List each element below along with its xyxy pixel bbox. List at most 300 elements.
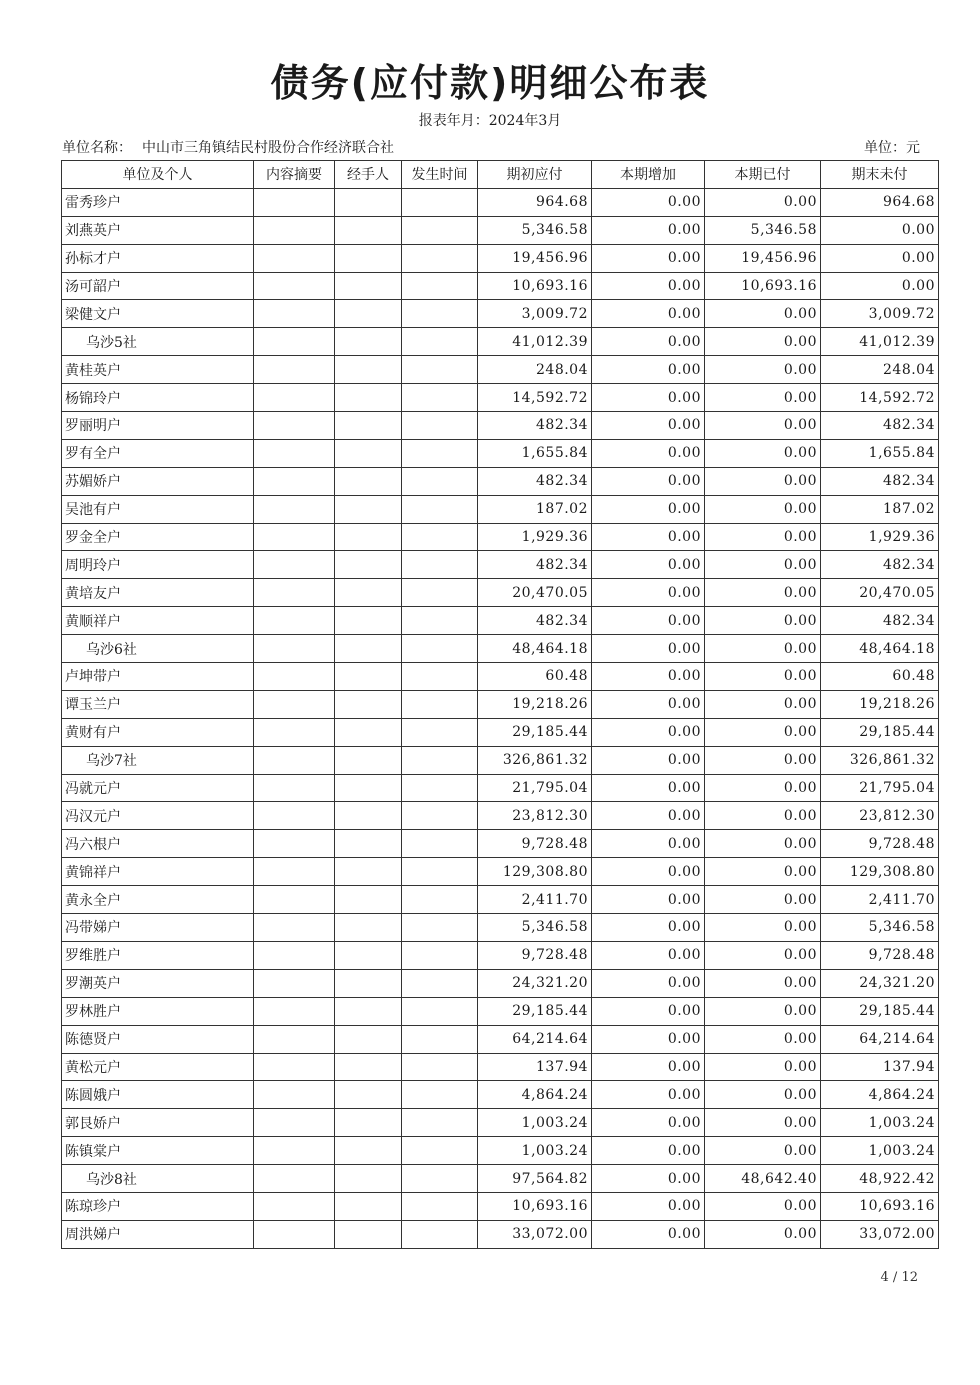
table-row	[62, 384, 939, 412]
handler-cell	[335, 663, 402, 691]
table-row	[62, 300, 939, 328]
opening-amount-cell: 10,693.16	[478, 272, 592, 300]
date-cell	[402, 774, 478, 802]
paid-amount-cell: 0.00	[705, 830, 821, 858]
handler-cell	[335, 718, 402, 746]
increase-amount-cell: 0.00	[592, 1165, 705, 1193]
handler-cell	[335, 1165, 402, 1193]
paid-amount-cell: 0.00	[705, 746, 821, 774]
paid-amount-cell: 0.00	[705, 1137, 821, 1165]
increase-amount-cell: 0.00	[592, 1109, 705, 1137]
table-header-row	[62, 161, 939, 189]
date-cell	[402, 969, 478, 997]
name-cell: 罗有全户	[62, 439, 254, 467]
increase-amount-cell: 0.00	[592, 1192, 705, 1220]
paid-amount-cell: 0.00	[705, 1220, 821, 1248]
paid-amount-cell: 0.00	[705, 1053, 821, 1081]
summary-cell	[254, 412, 335, 440]
handler-cell	[335, 997, 402, 1025]
date-cell	[402, 384, 478, 412]
closing-amount-cell: 2,411.70	[821, 886, 939, 914]
closing-amount-cell: 482.34	[821, 467, 939, 495]
opening-amount-cell: 5,346.58	[478, 216, 592, 244]
handler-cell	[335, 830, 402, 858]
name-cell: 冯汉元户	[62, 802, 254, 830]
opening-amount-cell: 248.04	[478, 356, 592, 384]
table-row	[62, 1109, 939, 1137]
increase-amount-cell: 0.00	[592, 216, 705, 244]
summary-cell	[254, 467, 335, 495]
handler-cell	[335, 551, 402, 579]
closing-amount-cell: 248.04	[821, 356, 939, 384]
handler-cell	[335, 467, 402, 495]
closing-amount-cell: 4,864.24	[821, 1081, 939, 1109]
table-body	[62, 188, 939, 1248]
opening-amount-cell: 326,861.32	[478, 746, 592, 774]
handler-cell	[335, 914, 402, 942]
table-row	[62, 718, 939, 746]
summary-cell	[254, 1192, 335, 1220]
summary-cell	[254, 607, 335, 635]
date-cell	[402, 216, 478, 244]
summary-cell	[254, 551, 335, 579]
increase-amount-cell: 0.00	[592, 244, 705, 272]
closing-amount-cell: 3,009.72	[821, 300, 939, 328]
table-row	[62, 830, 939, 858]
table-row	[62, 439, 939, 467]
column-header-date: 发生时间	[402, 161, 478, 189]
summary-cell	[254, 1165, 335, 1193]
table-row	[62, 216, 939, 244]
paid-amount-cell: 0.00	[705, 997, 821, 1025]
opening-amount-cell: 2,411.70	[478, 886, 592, 914]
column-header-handler: 经手人	[335, 161, 402, 189]
paid-amount-cell: 0.00	[705, 718, 821, 746]
name-cell: 冯六根户	[62, 830, 254, 858]
increase-amount-cell: 0.00	[592, 690, 705, 718]
column-header-paid: 本期已付	[705, 161, 821, 189]
summary-cell	[254, 356, 335, 384]
paid-amount-cell: 0.00	[705, 579, 821, 607]
table-row	[62, 997, 939, 1025]
table-row	[62, 467, 939, 495]
opening-amount-cell: 5,346.58	[478, 914, 592, 942]
name-cell: 郭艮娇户	[62, 1109, 254, 1137]
summary-cell	[254, 523, 335, 551]
closing-amount-cell: 64,214.64	[821, 1025, 939, 1053]
name-cell: 乌沙8社	[62, 1165, 254, 1193]
opening-amount-cell: 41,012.39	[478, 328, 592, 356]
opening-amount-cell: 97,564.82	[478, 1165, 592, 1193]
handler-cell	[335, 412, 402, 440]
table-row	[62, 523, 939, 551]
closing-amount-cell: 41,012.39	[821, 328, 939, 356]
increase-amount-cell: 0.00	[592, 663, 705, 691]
handler-cell	[335, 1137, 402, 1165]
paid-amount-cell: 0.00	[705, 439, 821, 467]
name-cell: 孙标才户	[62, 244, 254, 272]
opening-amount-cell: 24,321.20	[478, 969, 592, 997]
handler-cell	[335, 272, 402, 300]
summary-cell	[254, 997, 335, 1025]
handler-cell	[335, 1081, 402, 1109]
summary-cell	[254, 969, 335, 997]
handler-cell	[335, 635, 402, 663]
date-cell	[402, 858, 478, 886]
table-row	[62, 969, 939, 997]
handler-cell	[335, 607, 402, 635]
opening-amount-cell: 21,795.04	[478, 774, 592, 802]
closing-amount-cell: 19,218.26	[821, 690, 939, 718]
date-cell	[402, 1025, 478, 1053]
summary-cell	[254, 663, 335, 691]
name-cell: 乌沙5社	[62, 328, 254, 356]
increase-amount-cell: 0.00	[592, 300, 705, 328]
closing-amount-cell: 1,929.36	[821, 523, 939, 551]
increase-amount-cell: 0.00	[592, 188, 705, 216]
name-cell: 冯就元户	[62, 774, 254, 802]
increase-amount-cell: 0.00	[592, 356, 705, 384]
table-row	[62, 690, 939, 718]
opening-amount-cell: 1,003.24	[478, 1109, 592, 1137]
handler-cell	[335, 1053, 402, 1081]
handler-cell	[335, 495, 402, 523]
handler-cell	[335, 802, 402, 830]
date-cell	[402, 914, 478, 942]
paid-amount-cell: 0.00	[705, 412, 821, 440]
date-cell	[402, 1081, 478, 1109]
opening-amount-cell: 187.02	[478, 495, 592, 523]
closing-amount-cell: 1,655.84	[821, 439, 939, 467]
paid-amount-cell: 0.00	[705, 467, 821, 495]
name-cell: 苏媚娇户	[62, 467, 254, 495]
name-cell: 黄锦祥户	[62, 858, 254, 886]
closing-amount-cell: 964.68	[821, 188, 939, 216]
increase-amount-cell: 0.00	[592, 439, 705, 467]
name-cell: 罗潮英户	[62, 969, 254, 997]
date-cell	[402, 830, 478, 858]
paid-amount-cell: 0.00	[705, 300, 821, 328]
increase-amount-cell: 0.00	[592, 914, 705, 942]
closing-amount-cell: 0.00	[821, 272, 939, 300]
summary-cell	[254, 746, 335, 774]
opening-amount-cell: 1,003.24	[478, 1137, 592, 1165]
table-row	[62, 412, 939, 440]
table-row	[62, 607, 939, 635]
table-row	[62, 1137, 939, 1165]
column-header-opening: 期初应付	[478, 161, 592, 189]
opening-amount-cell: 1,655.84	[478, 439, 592, 467]
handler-cell	[335, 1025, 402, 1053]
opening-amount-cell: 482.34	[478, 412, 592, 440]
increase-amount-cell: 0.00	[592, 746, 705, 774]
table-row	[62, 272, 939, 300]
paid-amount-cell: 0.00	[705, 328, 821, 356]
date-cell	[402, 188, 478, 216]
closing-amount-cell: 9,728.48	[821, 941, 939, 969]
table-row	[62, 941, 939, 969]
increase-amount-cell: 0.00	[592, 1053, 705, 1081]
group-row	[62, 328, 939, 356]
paid-amount-cell: 0.00	[705, 886, 821, 914]
name-cell: 乌沙7社	[62, 746, 254, 774]
date-cell	[402, 663, 478, 691]
paid-amount-cell: 0.00	[705, 607, 821, 635]
closing-amount-cell: 1,003.24	[821, 1137, 939, 1165]
closing-amount-cell: 10,693.16	[821, 1192, 939, 1220]
closing-amount-cell: 137.94	[821, 1053, 939, 1081]
summary-cell	[254, 244, 335, 272]
handler-cell	[335, 244, 402, 272]
closing-amount-cell: 29,185.44	[821, 718, 939, 746]
increase-amount-cell: 0.00	[592, 412, 705, 440]
name-cell: 陈琼珍户	[62, 1192, 254, 1220]
paid-amount-cell: 0.00	[705, 663, 821, 691]
paid-amount-cell: 0.00	[705, 1109, 821, 1137]
name-cell: 黄财有户	[62, 718, 254, 746]
opening-amount-cell: 23,812.30	[478, 802, 592, 830]
paid-amount-cell: 5,346.58	[705, 216, 821, 244]
handler-cell	[335, 300, 402, 328]
name-cell: 吴池有户	[62, 495, 254, 523]
date-cell	[402, 635, 478, 663]
summary-cell	[254, 1053, 335, 1081]
closing-amount-cell: 129,308.80	[821, 858, 939, 886]
handler-cell	[335, 969, 402, 997]
handler-cell	[335, 1220, 402, 1248]
date-cell	[402, 997, 478, 1025]
paid-amount-cell: 0.00	[705, 188, 821, 216]
table-row	[62, 802, 939, 830]
summary-cell	[254, 439, 335, 467]
opening-amount-cell: 48,464.18	[478, 635, 592, 663]
name-cell: 卢坤带户	[62, 663, 254, 691]
paid-amount-cell: 0.00	[705, 635, 821, 663]
opening-amount-cell: 29,185.44	[478, 997, 592, 1025]
handler-cell	[335, 384, 402, 412]
increase-amount-cell: 0.00	[592, 467, 705, 495]
summary-cell	[254, 579, 335, 607]
name-cell: 陈镇棠户	[62, 1137, 254, 1165]
opening-amount-cell: 482.34	[478, 551, 592, 579]
name-cell: 雷秀珍户	[62, 188, 254, 216]
date-cell	[402, 1137, 478, 1165]
name-cell: 冯带娣户	[62, 914, 254, 942]
summary-cell	[254, 690, 335, 718]
name-cell: 罗丽明户	[62, 412, 254, 440]
opening-amount-cell: 64,214.64	[478, 1025, 592, 1053]
date-cell	[402, 356, 478, 384]
paid-amount-cell: 0.00	[705, 690, 821, 718]
opening-amount-cell: 19,456.96	[478, 244, 592, 272]
closing-amount-cell: 33,072.00	[821, 1220, 939, 1248]
paid-amount-cell: 0.00	[705, 774, 821, 802]
summary-cell	[254, 886, 335, 914]
date-cell	[402, 718, 478, 746]
opening-amount-cell: 20,470.05	[478, 579, 592, 607]
date-cell	[402, 607, 478, 635]
closing-amount-cell: 48,464.18	[821, 635, 939, 663]
date-cell	[402, 300, 478, 328]
table-row	[62, 579, 939, 607]
paid-amount-cell: 0.00	[705, 551, 821, 579]
paid-amount-cell: 0.00	[705, 941, 821, 969]
summary-cell	[254, 272, 335, 300]
table-row	[62, 774, 939, 802]
column-header-summary: 内容摘要	[254, 161, 335, 189]
opening-amount-cell: 129,308.80	[478, 858, 592, 886]
opening-amount-cell: 964.68	[478, 188, 592, 216]
name-cell: 罗林胜户	[62, 997, 254, 1025]
name-cell: 汤可韶户	[62, 272, 254, 300]
opening-amount-cell: 482.34	[478, 607, 592, 635]
column-header-closing: 期末未付	[821, 161, 939, 189]
paid-amount-cell: 0.00	[705, 1192, 821, 1220]
handler-cell	[335, 886, 402, 914]
group-row	[62, 1165, 939, 1193]
column-header-unit: 单位及个人	[62, 161, 254, 189]
summary-cell	[254, 216, 335, 244]
summary-cell	[254, 941, 335, 969]
increase-amount-cell: 0.00	[592, 886, 705, 914]
increase-amount-cell: 0.00	[592, 830, 705, 858]
closing-amount-cell: 0.00	[821, 244, 939, 272]
table-row	[62, 495, 939, 523]
handler-cell	[335, 858, 402, 886]
table-row	[62, 1192, 939, 1220]
opening-amount-cell: 60.48	[478, 663, 592, 691]
paid-amount-cell: 0.00	[705, 914, 821, 942]
increase-amount-cell: 0.00	[592, 718, 705, 746]
date-cell	[402, 1165, 478, 1193]
handler-cell	[335, 216, 402, 244]
increase-amount-cell: 0.00	[592, 774, 705, 802]
closing-amount-cell: 326,861.32	[821, 746, 939, 774]
date-cell	[402, 579, 478, 607]
closing-amount-cell: 187.02	[821, 495, 939, 523]
paid-amount-cell: 0.00	[705, 1025, 821, 1053]
page-number: 4 / 12	[880, 1270, 918, 1285]
summary-cell	[254, 635, 335, 663]
name-cell: 黄桂英户	[62, 356, 254, 384]
opening-amount-cell: 14,592.72	[478, 384, 592, 412]
summary-cell	[254, 774, 335, 802]
date-cell	[402, 1109, 478, 1137]
name-cell: 刘燕英户	[62, 216, 254, 244]
summary-cell	[254, 830, 335, 858]
closing-amount-cell: 14,592.72	[821, 384, 939, 412]
closing-amount-cell: 1,003.24	[821, 1109, 939, 1137]
date-cell	[402, 412, 478, 440]
name-cell: 谭玉兰户	[62, 690, 254, 718]
increase-amount-cell: 0.00	[592, 607, 705, 635]
table-row	[62, 886, 939, 914]
summary-cell	[254, 384, 335, 412]
date-cell	[402, 1220, 478, 1248]
name-cell: 黄顺祥户	[62, 607, 254, 635]
summary-cell	[254, 1081, 335, 1109]
name-cell: 黄松元户	[62, 1053, 254, 1081]
name-cell: 黄培友户	[62, 579, 254, 607]
date-cell	[402, 746, 478, 774]
table-row	[62, 914, 939, 942]
table-row	[62, 663, 939, 691]
increase-amount-cell: 0.00	[592, 551, 705, 579]
increase-amount-cell: 0.00	[592, 1081, 705, 1109]
opening-amount-cell: 482.34	[478, 467, 592, 495]
summary-cell	[254, 328, 335, 356]
name-cell: 杨锦玲户	[62, 384, 254, 412]
table-row	[62, 1081, 939, 1109]
closing-amount-cell: 20,470.05	[821, 579, 939, 607]
date-cell	[402, 551, 478, 579]
name-cell: 罗维胜户	[62, 941, 254, 969]
date-cell	[402, 941, 478, 969]
opening-amount-cell: 19,218.26	[478, 690, 592, 718]
handler-cell	[335, 690, 402, 718]
opening-amount-cell: 9,728.48	[478, 830, 592, 858]
handler-cell	[335, 328, 402, 356]
increase-amount-cell: 0.00	[592, 523, 705, 551]
handler-cell	[335, 1109, 402, 1137]
summary-cell	[254, 914, 335, 942]
handler-cell	[335, 774, 402, 802]
name-cell: 罗金全户	[62, 523, 254, 551]
handler-cell	[335, 746, 402, 774]
paid-amount-cell: 0.00	[705, 802, 821, 830]
paid-amount-cell: 10,693.16	[705, 272, 821, 300]
increase-amount-cell: 0.00	[592, 941, 705, 969]
paid-amount-cell: 19,456.96	[705, 244, 821, 272]
increase-amount-cell: 0.00	[592, 858, 705, 886]
date-cell	[402, 244, 478, 272]
paid-amount-cell: 0.00	[705, 356, 821, 384]
increase-amount-cell: 0.00	[592, 802, 705, 830]
closing-amount-cell: 48,922.42	[821, 1165, 939, 1193]
handler-cell	[335, 1192, 402, 1220]
closing-amount-cell: 5,346.58	[821, 914, 939, 942]
handler-cell	[335, 439, 402, 467]
closing-amount-cell: 21,795.04	[821, 774, 939, 802]
opening-amount-cell: 9,728.48	[478, 941, 592, 969]
summary-cell	[254, 858, 335, 886]
handler-cell	[335, 941, 402, 969]
increase-amount-cell: 0.00	[592, 1137, 705, 1165]
table-row	[62, 1053, 939, 1081]
increase-amount-cell: 0.00	[592, 272, 705, 300]
closing-amount-cell: 482.34	[821, 551, 939, 579]
date-cell	[402, 495, 478, 523]
date-cell	[402, 690, 478, 718]
increase-amount-cell: 0.00	[592, 495, 705, 523]
summary-cell	[254, 718, 335, 746]
date-cell	[402, 467, 478, 495]
handler-cell	[335, 356, 402, 384]
closing-amount-cell: 60.48	[821, 663, 939, 691]
handler-cell	[335, 579, 402, 607]
opening-amount-cell: 29,185.44	[478, 718, 592, 746]
opening-amount-cell: 137.94	[478, 1053, 592, 1081]
name-cell: 陈圆娥户	[62, 1081, 254, 1109]
increase-amount-cell: 0.00	[592, 328, 705, 356]
unit-name-value: 中山市三角镇结民村股份合作经济联合社	[142, 140, 394, 156]
table-row	[62, 551, 939, 579]
paid-amount-cell: 0.00	[705, 1081, 821, 1109]
date-cell	[402, 272, 478, 300]
table-row	[62, 1220, 939, 1248]
closing-amount-cell: 23,812.30	[821, 802, 939, 830]
paid-amount-cell: 0.00	[705, 495, 821, 523]
